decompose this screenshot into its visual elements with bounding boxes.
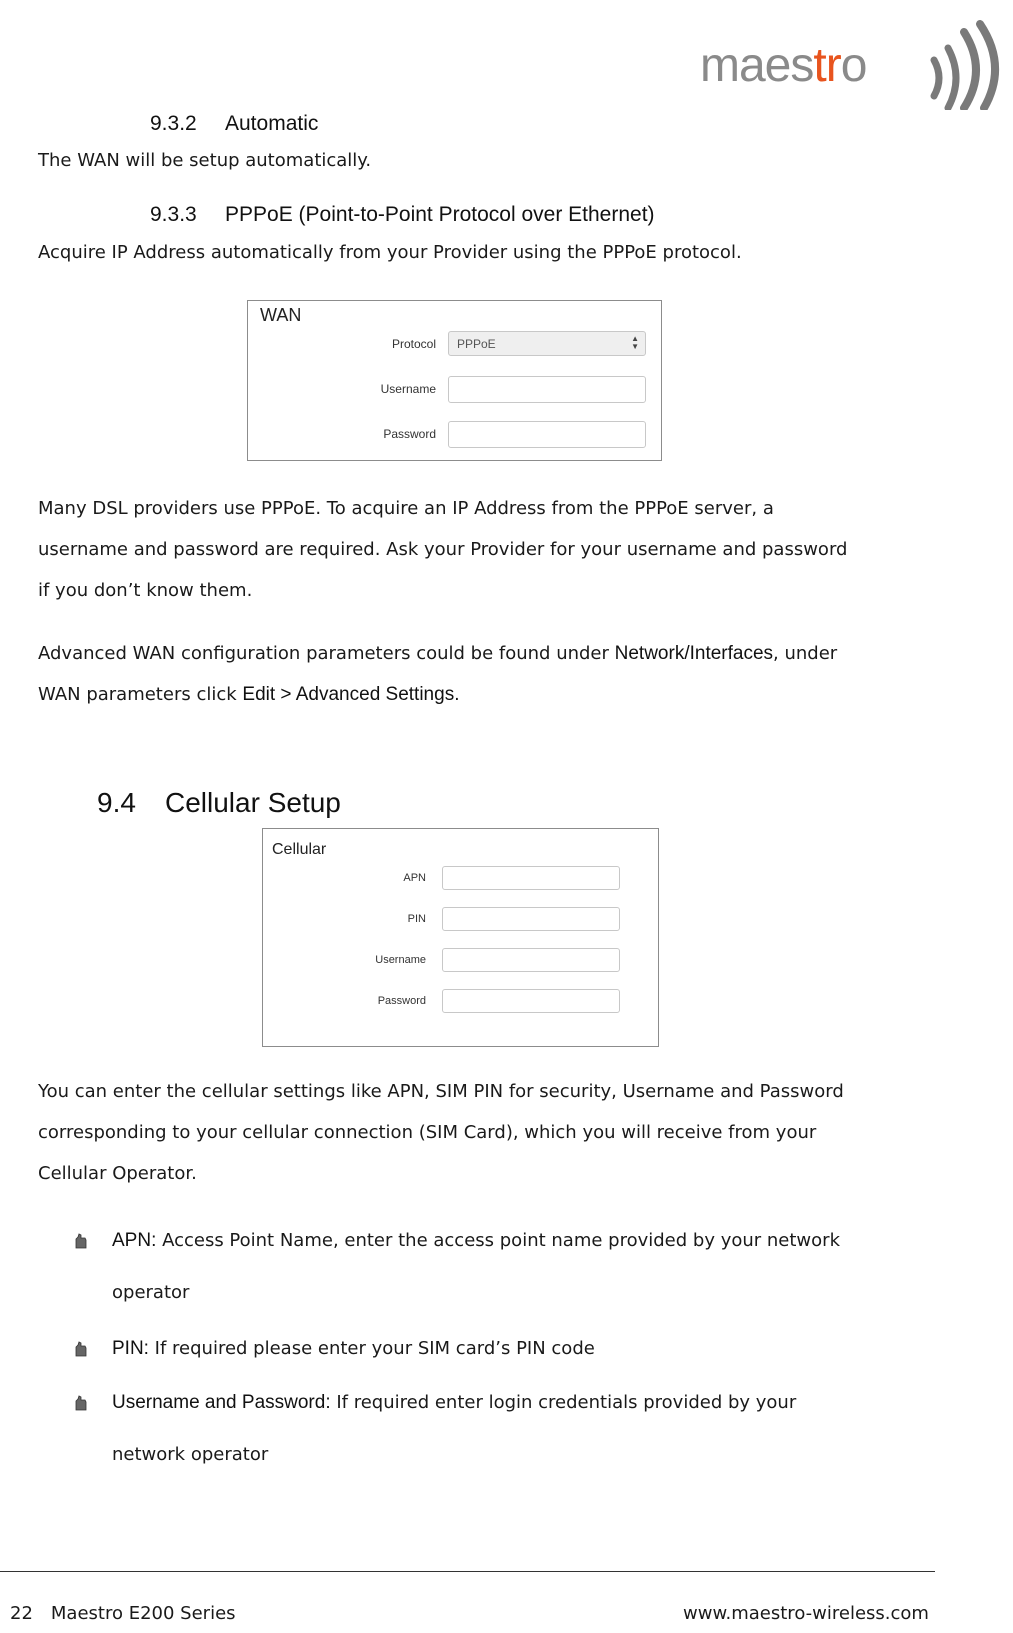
footer-divider	[0, 1571, 935, 1572]
network-interfaces-ref: Network/Interfaces	[614, 643, 774, 664]
username-label: Username	[380, 382, 436, 396]
pin-input[interactable]	[442, 907, 620, 931]
apn-label: APN	[403, 872, 426, 884]
select-arrows-icon: ▲ ▼	[631, 334, 639, 351]
heading-9-3-2	[150, 112, 318, 136]
cellular-line-1: You can enter the cellular settings like APN, SIM PIN for security, Username and Password	[38, 1081, 844, 1102]
cellular-line-2: corresponding to your cellular connection (SIM Card), which you will receive from your	[38, 1122, 817, 1143]
wan-settings-screenshot	[247, 300, 662, 461]
dsl-line-1: Many DSL providers use PPPoE. To acquire an IP Address from the PPPoE server, a	[38, 498, 774, 519]
dsl-line-3: if you don’t know them.	[38, 580, 253, 601]
cellular-settings-screenshot	[262, 828, 659, 1047]
pppoe-body: Acquire IP Address automatically from your Provider using the PPPoE protocol.	[38, 242, 742, 263]
edit-ref: Edit	[242, 684, 276, 705]
pin-label: PIN	[407, 913, 426, 925]
footer-website: www.maestro-wireless.com	[683, 1603, 929, 1624]
password-label: Password	[383, 427, 436, 441]
product-name: Maestro E200 Series	[50, 1603, 236, 1624]
heading-title: Cellular Setup	[165, 787, 341, 818]
cellular-password-input[interactable]	[442, 989, 620, 1013]
page-number: 22	[10, 1603, 33, 1624]
cellular-username-label: Username	[375, 954, 426, 966]
bullet-icon	[74, 1233, 88, 1249]
cellular-line-3: Cellular Operator.	[38, 1163, 197, 1184]
footer-page-info	[10, 1603, 236, 1624]
bullet-term: APN:	[112, 1230, 157, 1251]
dsl-paragraph	[38, 488, 918, 611]
heading-number: 9.3.3	[150, 203, 197, 226]
apn-input[interactable]	[442, 866, 620, 890]
heading-9-3-3	[150, 203, 655, 227]
cellular-password-label: Password	[377, 995, 426, 1007]
signal-waves-icon	[928, 20, 1000, 110]
advanced-settings-ref: Advanced Settings.	[295, 684, 460, 705]
automatic-body: The WAN will be setup automatically.	[38, 150, 372, 171]
bullet-icon	[74, 1395, 88, 1411]
bullet-term: Username and Password:	[112, 1392, 331, 1413]
password-input[interactable]	[448, 421, 646, 448]
advanced-line-1: Advanced WAN configuration parameters could be found under Network/Interfaces, under	[38, 643, 838, 664]
advanced-paragraph	[38, 633, 918, 715]
protocol-select[interactable]	[448, 331, 646, 356]
wan-panel-title: WAN	[260, 305, 302, 325]
heading-number: 9.3.2	[150, 112, 197, 135]
dsl-line-2: username and password are required. Ask your Provider for your username and password	[38, 539, 848, 560]
maestro-logo	[700, 20, 1000, 100]
protocol-select-value: PPPoE	[457, 337, 496, 351]
advanced-line-2: WAN parameters click Edit > Advanced Settings.	[38, 684, 460, 705]
cellular-panel-title: Cellular	[272, 841, 327, 858]
bullet-term: PIN:	[112, 1338, 149, 1359]
cellular-paragraph	[38, 1071, 918, 1194]
bullet-text: APN: Access Point Name, enter the access point name provided by your network operator	[112, 1230, 840, 1303]
heading-title: PPPoE (Point-to-Point Protocol over Ethernet)	[225, 203, 655, 226]
bullet-text: Username and Password: If required enter login credentials provided by your network operator	[112, 1392, 797, 1465]
logo-wordmark: maestro	[700, 39, 867, 92]
protocol-label: Protocol	[391, 337, 436, 351]
heading-number: 9.4	[97, 787, 136, 818]
username-input[interactable]	[448, 376, 646, 403]
bullet-text: PIN: If required please enter your SIM card’s PIN code	[112, 1338, 595, 1359]
bullet-icon	[74, 1341, 88, 1357]
cellular-username-input[interactable]	[442, 948, 620, 972]
heading-title: Automatic	[225, 112, 319, 135]
heading-9-4	[97, 787, 341, 819]
